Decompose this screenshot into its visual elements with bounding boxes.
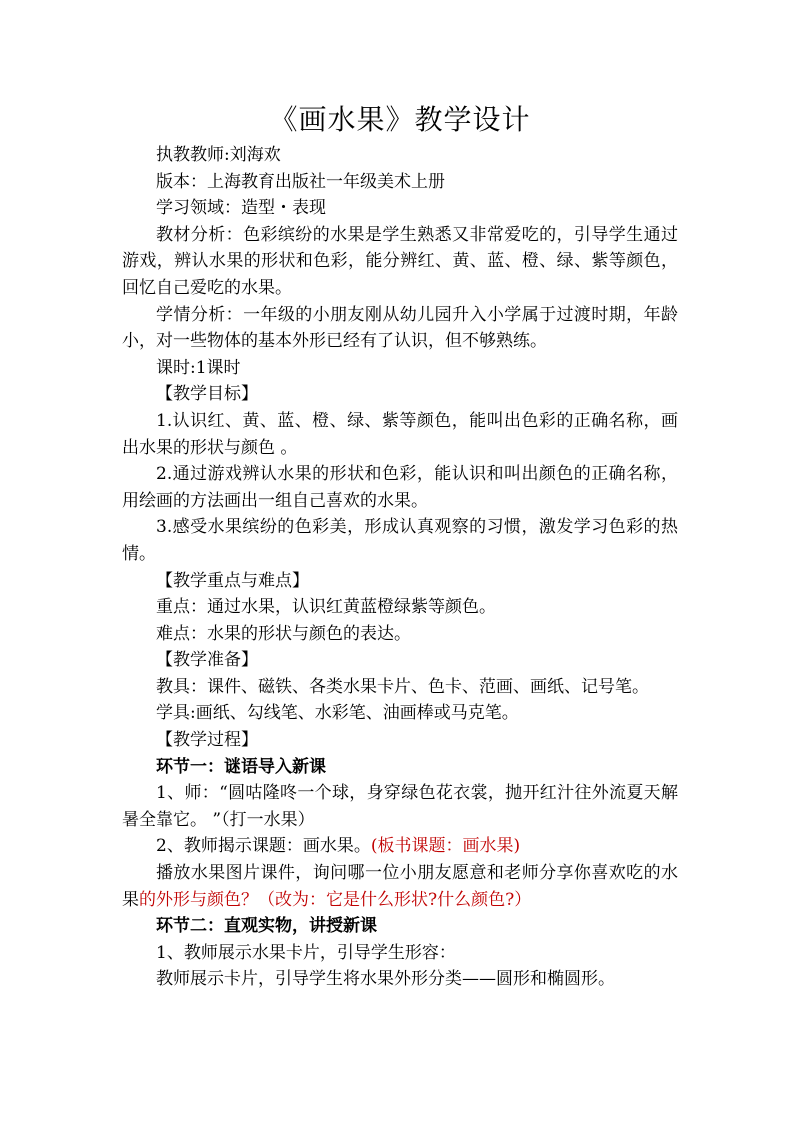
material-analysis: 教材分析：色彩缤纷的水果是学生熟悉又非常爱吃的，引导学生通过游戏，辨认水果的形状和色彩，能分辨红、黄、蓝、橙、绿、紫等颜色，回忆自己爱吃的水果。 (122, 224, 678, 298)
keypoints-heading: 【教学重点与难点】 (156, 570, 309, 591)
goal-item: 2.通过游戏辨认水果的形状和色彩，能认识和叫出颜色的正确名称，用绘画的方法画出一组自己喜欢的水果。 (122, 464, 678, 511)
goal-item: 3.感受水果缤纷的色彩美，形成认真观察的习惯，激发学习色彩的热情。 (122, 517, 678, 564)
reveal-topic-text: 2、教师揭示课题：画水果。 (156, 836, 371, 857)
document-title: 《画水果》教学设计 (269, 103, 531, 136)
board-title-note: (板书课题：画水果) (370, 836, 521, 857)
courseware-text: 播放水果图片课件，询问哪一位小朋友愿意和老师分享你喜欢吃的水果 (122, 863, 678, 910)
process-heading: 【教学过程】 (156, 730, 258, 751)
learning-tools-line: 学具:画纸、勾线笔、水彩笔、油画棒或马克笔。 (156, 703, 519, 724)
teaching-tools-line: 教具：课件、磁铁、各类水果卡片、色卡、范画、画纸、记号笔。 (156, 676, 649, 697)
courseware-revision-note: 的外形与颜色？（改为：它是什么形状?什么颜色?） (139, 889, 532, 910)
courseware-paragraph (122, 860, 678, 913)
difficulty-line: 难点：水果的形状与颜色的表达。 (156, 623, 411, 644)
document-page (122, 100, 678, 993)
reveal-topic-paragraph (122, 833, 678, 860)
edition-line: 版本：上海教育出版社一年级美术上册 (156, 171, 445, 192)
prep-heading: 【教学准备】 (156, 650, 258, 671)
student-analysis: 学情分析：一年级的小朋友刚从幼儿园升入小学属于过渡时期，年龄小，对一些物体的基本外形已经有了认识，但不够熟练。 (122, 304, 678, 352)
learning-domain-line: 学习领域：造型・表现 (156, 198, 326, 219)
section2-title: 环节二：直观实物，讲授新课 (156, 916, 377, 937)
teacher-line: 执教教师:刘海欢 (156, 145, 281, 165)
lesson-time: 课时:1课时 (156, 357, 241, 378)
goals-heading: 【教学目标】 (156, 384, 258, 405)
keypoint-line: 重点：通过水果，认识红黄蓝橙绿紫等颜色。 (156, 597, 496, 618)
riddle-paragraph: 1、师：“圆咕隆咚一个球，身穿绿色花衣裳，抛开红汁往外流夏天解暑全靠它。 ”（打一水果） (122, 783, 678, 830)
show-cards-line: 1、教师展示水果卡片，引导学生形容： (156, 942, 456, 963)
section1-title: 环节一：谜语导入新课 (156, 756, 326, 777)
show-cards-detail: 教师展示卡片，引导学生将水果外形分类——圆形和椭圆形。 (156, 969, 615, 990)
goal-item: 1.认识红、黄、蓝、橙、绿、紫等颜色，能叫出色彩的正确名称，画出水果的形状与颜色 。 (122, 410, 678, 458)
